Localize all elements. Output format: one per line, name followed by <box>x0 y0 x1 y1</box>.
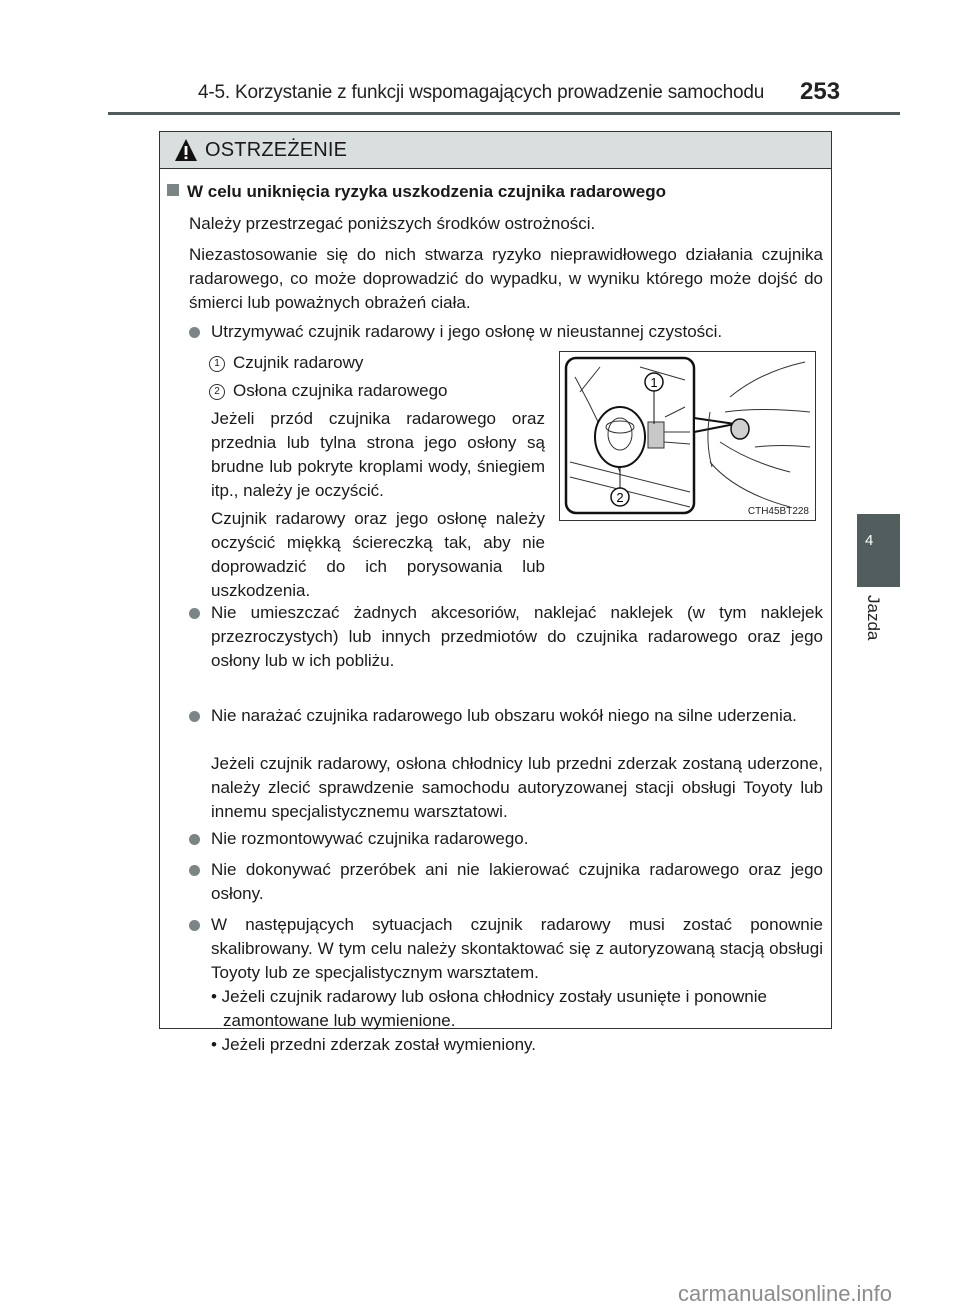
callout-1-number: 1 <box>650 375 658 390</box>
callout-label-2: 2 Osłona czujnika radarowego <box>209 379 448 403</box>
bullet-dot-icon <box>189 865 200 876</box>
bullet-dot-icon <box>189 834 200 845</box>
sub-item: • Jeżeli przedni zderzak został wymieniony. <box>211 1035 536 1054</box>
impact-detail: Jeżeli czujnik radarowy, osłona chłodnicy lub przedni zderzak zostaną uderzone, należy zlecić sprawdzenie samochodu autoryzowanej stacji obsługi Toyoty lub innemu specjalistycznemu warsztatowi. <box>211 754 823 821</box>
header-title: 4-5. Korzystanie z funkcji wspomagających prowadzenie samochodu <box>198 82 765 103</box>
section-heading: W celu uniknięcia ryzyka uszkodzenia czujnika radarowego <box>167 180 666 204</box>
bullet-dot-icon <box>189 920 200 931</box>
cleaning-text-1: Jeżeli przód czujnika radarowego oraz przednia lub tylna strona jego osłony są brudne lub pokryte kroplami wody, śniegiem itp., należy je oczyścić. <box>211 409 545 500</box>
chapter-label: Jazda <box>864 595 883 641</box>
intro-text: Należy przestrzegać poniższych środków ostrożności. <box>189 214 596 233</box>
consequence-text: Niezastosowanie się do nich stwarza ryzyko nieprawidłowego działania czujnika radarowego, co może doprowadzić do wypadku, w wyniku którego może dojść do śmierci lub poważnych obrażeń ciała. <box>189 245 823 312</box>
callout-2-number: 2 <box>616 490 624 505</box>
callout-label-1: 1 Czujnik radarowy <box>209 351 363 375</box>
warning-header <box>160 132 831 169</box>
warning-title: OSTRZEŻENIE <box>205 139 348 161</box>
bullet-dot-icon <box>189 711 200 722</box>
square-bullet-icon <box>167 184 179 196</box>
car-front-illustration <box>560 352 814 519</box>
chapter-number: 4 <box>865 532 874 549</box>
page-number: 253 <box>800 78 841 105</box>
watermark: carmanualsonline.info <box>678 1281 893 1306</box>
chapter-tab[interactable] <box>857 514 900 587</box>
cleaning-text-2: Czujnik radarowy oraz jego osłonę należy oczyścić miękką ściereczką tak, aby nie doprowadzić do ich porysowania lub uszkodzenia. <box>211 509 545 600</box>
bullet-dot-icon <box>189 608 200 619</box>
sub-item: • Jeżeli czujnik radarowy lub osłona chłodnicy zostały usunięte i ponownie zamontowane lub wymienione. <box>211 987 767 1030</box>
bullet-dot-icon <box>189 327 200 338</box>
figure-code: CTH45BT228 <box>747 506 809 517</box>
radar-sensor-illustration <box>559 351 816 521</box>
warning-triangle-icon <box>174 138 198 162</box>
warning-box: OSTRZEŻENIE W celu uniknięcia ryzyka uszkodzenia czujnika radarowego Należy przestrzegać poniższych środków ostrożności. Niezastosowanie się do nich stwarza ryzyko nieprawidłowego działania czujnika radarowego, co może doprowadzić do wypadku, w wyniku którego może dojść do śmierci lub poważnych obrażeń ciała. Utrzymywać czujnik radarowy i jego osłonę w nieustannej czystości. 1 Czujnik radarowy 2 Osłona czujnika radarowego Jeżeli przód czujnika radarowego oraz przednia lub tylna strona jego osłony są brudne lub pokryte kroplami wody, śniegiem itp., należy je oczyścić. Czujnik radarowy oraz jego osłonę należy oczyścić miękką ściereczką tak, aby nie doprowadzić do ich porysowania lub uszkodzenia. Nie umieszczać żadnych akcesoriów, naklejać naklejek (w tym naklejek przezroczystych) lub innych przedmiotów do czujnika radarowego oraz jego osłony lub w ich pobliżu. Nie narażać czujnika radarowego lub obszaru wokół niego na silne uderzenia. Jeżeli czujnik radarowy, osłona chłodnicy lub przedni zderzak zostaną uderzone, należy zlecić sprawdzenie samochodu autoryzowanej stacji obsługi Toyoty lub innemu specjalistycznemu warsztatowi. Nie rozmontowywać czujnika radarowego. Nie dokonywać przeróbek ani nie lakierować czujnika radarowego oraz jego osłony. W następujących sytuacjach czujnik radarowy musi zostać ponownie skalibrowany. W tym celu należy skontaktować się z autoryzowaną stacją obsługi Toyoty lub ze specjalistycznym warsztatem. • Jeżeli czujnik radarowy lub osłona chłodnicy zostały usunięte i ponownie zamontowane lub wymienione. • Jeżeli przedni zderzak został wymieniony. <box>159 131 832 1029</box>
header-rule <box>108 112 900 115</box>
